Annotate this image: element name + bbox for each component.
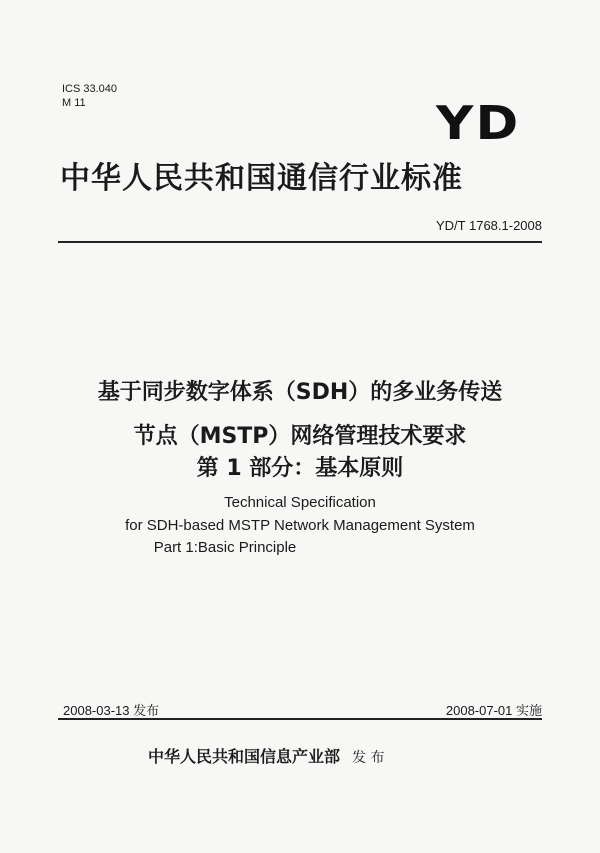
footer-divider [58,718,542,720]
chinese-title-line-3: 第 1 部分：基本原则 [196,456,404,481]
chinese-title-line-1: 基于同步数字体系（SDH）的多业务传送 [97,380,503,405]
chinese-title-line-2: 节点（MSTP）网络管理技术要求 [133,424,467,449]
standard-category-title: 中华人民共和国通信行业标准 [60,161,463,196]
header-divider [58,241,542,243]
implementation-date: 2008-07-01 实施 [445,703,542,718]
publisher [148,744,384,767]
ics-code: ICS 33.040 [62,83,118,95]
issue-date: 2008-03-13 发布 [63,703,160,718]
ccs-code: M 11 [62,97,86,109]
classification-codes [62,82,117,110]
publisher-suffix: 发 布 [352,750,385,766]
english-title-line-2: for SDH-based MSTP Network Management System [125,517,475,534]
yd-logo: YD [436,96,521,150]
standard-number: YD/T 1768.1-2008 [436,218,542,233]
publisher-name: 中华人民共和国信息产业部 [148,747,341,766]
english-title-line-1: Technical Specification [224,494,376,511]
english-title-line-3: Part 1:Basic Principle [153,539,297,556]
